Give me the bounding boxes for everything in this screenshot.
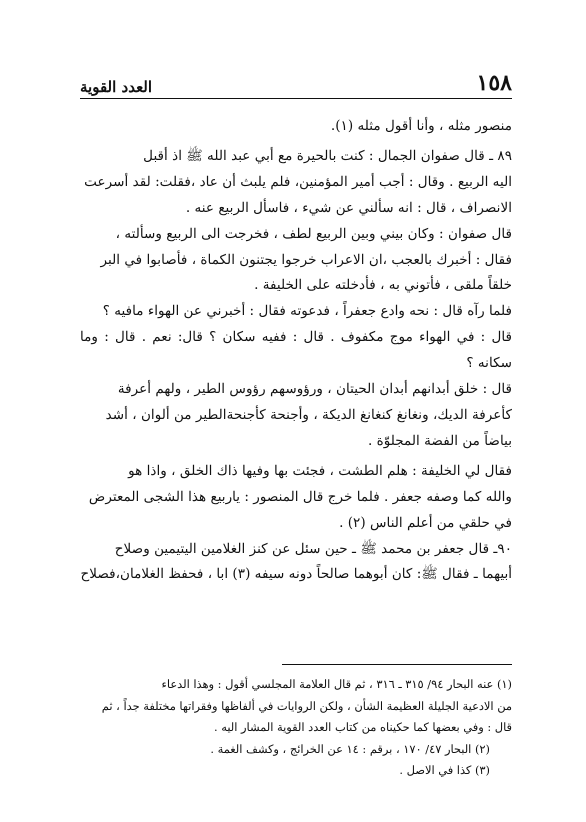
paragraph-falamma [80,299,512,454]
paragraph-90 [80,537,512,589]
footnote-line: (١) عنه البحار ٩٤/ ٣١٥ ـ ٣١٦ ، ثم قال العلامة المجلسي أقول : وهذا الدعاء [161,677,512,691]
footnote-line: من الادعية الجليلة العظيمة الشأن ، ولكن الروايات في ألفاظها وفقراتها مختلفة جداً ، ثم [101,698,512,713]
header-rule [80,98,512,99]
text-line: أبيهما ـ فقال ﷺ: كان أبوهما صالحاً دونه سيفه (٣) ابا ، فحفظ الغلامان،فصلاح [80,566,512,583]
paragraph-89 [80,144,512,222]
text-line: ٨٩ ـ قال صفوان الجمال : كنت بالحيرة مع أبي عبد الله ﷺ اذ أقبل [143,147,512,164]
text-line: فقال : أخبرك بالعجب ،ان الاعراب خرجوا يجتنون الكماة ، فأصابوا في البر [100,251,512,268]
text-line: قال صفوان : وكان بيني وبين الربيع لطف ، فخرجت الى الربيع وسألته ، [115,225,512,242]
text-line: في حلقي من أعلم الناس (٢) . [339,514,512,531]
text-line: ٩٠ـ قال جعفر بن محمد ﷺ ـ حين سئل عن كنز الغلامين اليتيمين وصلاح [114,540,512,557]
text-line: الانصراف ، قال : انه سألني عن شيء ، فاسأل الربيع عنه . [185,199,512,216]
page-header [80,66,512,96]
footnote-line: (٢) البحار ٤٧/ ١٧٠ ، برقم : ١٤ عن الخرائج ، وكشف الغمة . [210,741,490,756]
text-line: والله كما وصفه جعفر . فلما خرج قال المنصور : ياربيع هذا الشجى المعترض [88,488,512,505]
page-number: ١٥٨ [476,70,512,96]
main-text [80,114,512,588]
paragraph-faqal [80,459,512,537]
text-line: قال : خلق أبدانهم أبدان الحيتان ، ورؤوسهم رؤوس الطير ، ولهم أعرفة [117,381,512,398]
footnote-line: (٣) كذا في الاصل . [399,763,490,777]
text-line: اليه الربيع . وقال : أجب أمير المؤمنين، فلم يلبث أن عاد ،فقلت: لقد أسرعت [84,173,512,190]
text-line: فلما رآه قال : نحه وادع جعفراً ، فدعوته فقال : أخبرني عن الهواء مافيه ؟ [102,303,512,320]
text-line: فقال لي الخليفة : هلم الطشت ، فجئت بها وفيها ذاك الخلق ، واذا هو [128,462,512,479]
text-line: بياضاً من الفضة المجلوّة . [367,432,512,449]
text-line: قال : في الهواء موج مكفوف . قال : ففيه سكان ؟ قال: نعم . قال : وما سكانه ؟ [80,329,512,372]
text-line: منصور مثله ، وأنا أقول مثله (١). [330,118,512,134]
running-title: العدد القوية [80,78,153,96]
footnote-line: قال : وفي بعضها كما حكيناه من كتاب العدد القوية المشار اليه . [213,720,512,734]
text-line: كأعرفة الديك، ونغانغ كنغانغ الديكة ، وأجنحة كأجنحةالطير من ألوان ، أشد [105,406,512,423]
footnote-rule [282,664,512,665]
text-line: خلقاً ملقى ، فأتوني به ، فأدخلته على الخليفة . [254,277,512,294]
footnotes [80,674,512,782]
paragraph-safwan [80,222,512,300]
